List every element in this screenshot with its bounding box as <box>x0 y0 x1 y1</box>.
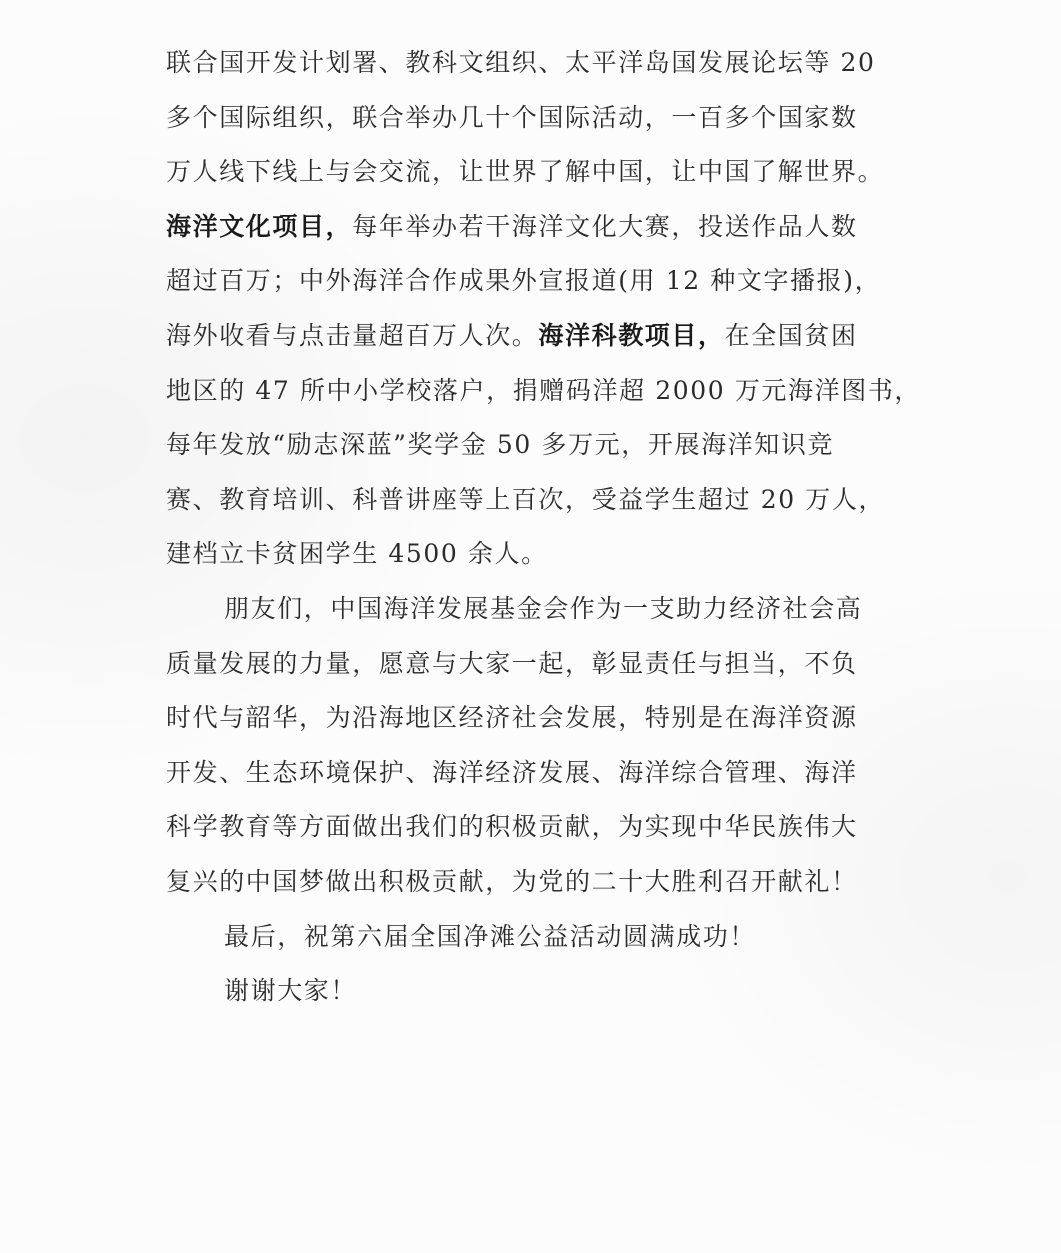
text-line <box>166 691 926 746</box>
text-line <box>166 582 926 637</box>
text-line <box>166 418 926 473</box>
body-text: 每年举办若干海洋文化大赛，投送作品人数 <box>352 211 858 241</box>
body-text: 联合国开发计划署、教科文组织、太平洋岛国发展论坛等 20 <box>166 48 876 77</box>
bold-heading-text: 海洋文化项目， <box>166 211 353 241</box>
body-text: 谢谢大家！ <box>224 976 358 1006</box>
body-text: 万人线下线上与会交流，让世界了解中国，让中国了解世界。 <box>166 157 885 187</box>
body-text: 时代与韶华，为沿海地区经济社会发展，特别是在海洋资源 <box>166 703 858 733</box>
text-line <box>166 473 926 528</box>
body-text: 在全国贫困 <box>724 320 858 350</box>
text-line <box>166 364 926 419</box>
document-body <box>166 36 926 1019</box>
body-text: 每年发放“励志深蓝”奖学金 50 多万元，开展海洋知识竞 <box>166 430 835 460</box>
body-text: 多个国际组织，联合举办几十个国际活动，一百多个国家数 <box>166 102 858 132</box>
text-line <box>166 527 926 582</box>
text-line <box>166 36 926 91</box>
body-text: 开发、生态环境保护、海洋经济发展、海洋综合管理、海洋 <box>166 757 858 787</box>
body-text: 科学教育等方面做出我们的积极贡献，为实现中华民族伟大 <box>166 812 858 842</box>
body-text: 复兴的中国梦做出积极贡献，为党的二十大胜利召开献礼！ <box>166 866 858 896</box>
body-text: 最后，祝第六届全国净滩公益活动圆满成功！ <box>224 921 757 951</box>
body-text: 赛、教育培训、科普讲座等上百次，受益学生超过 20 万人， <box>166 484 886 514</box>
text-line <box>166 309 926 364</box>
text-line <box>166 254 926 309</box>
text-line <box>166 637 926 692</box>
text-line <box>166 964 926 1019</box>
bold-heading-text: 海洋科教项目， <box>538 320 725 350</box>
body-text: 朋友们，中国海洋发展基金会作为一支助力经济社会高 <box>224 593 863 623</box>
body-text: 质量发展的力量，愿意与大家一起，彰显责任与担当，不负 <box>166 648 858 678</box>
text-line <box>166 746 926 801</box>
body-text: 超过百万；中外海洋合作成果外宣报道(用 12 种文字播报)， <box>166 266 882 296</box>
body-text: 地区的 47 所中小学校落户，捐赠码洋超 2000 万元海洋图书， <box>166 375 922 405</box>
body-text: 建档立卡贫困学生 4500 余人。 <box>166 539 548 569</box>
text-line <box>166 145 926 200</box>
text-line <box>166 910 926 965</box>
text-line <box>166 800 926 855</box>
text-line <box>166 855 926 910</box>
text-line <box>166 91 926 146</box>
text-line <box>166 200 926 255</box>
body-text: 海外收看与点击量超百万人次。 <box>166 320 539 350</box>
